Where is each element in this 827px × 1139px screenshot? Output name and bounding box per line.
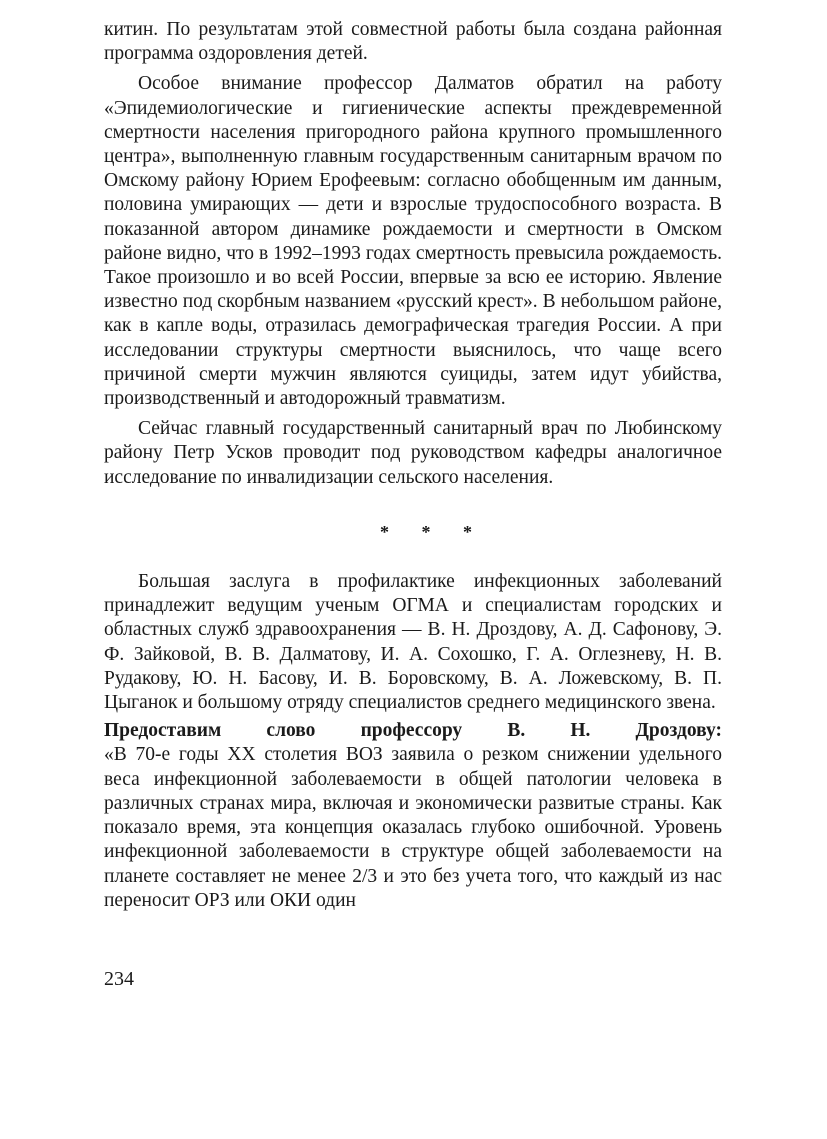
section-separator: * * * <box>380 521 486 542</box>
paragraph-infection-merit: Большая заслуга в профилактике инфекционных заболеваний принадлежит ведущим ученым ОГМА и специалистам городских и областных служб здравоохранения — В. Н. Дроздову, А. Д. Сафонову, Э. Ф. Зайковой, В. В. Далматову, И. А. Сохошко, Г. А. Оглезневу, Н. В. Рудакову, Ю. Н. Басову, И. В. Боровскому, В. А. Ложевскому, В. П. Цыганок и большому отряду специалистов среднего медицинского звена. <box>104 571 722 714</box>
paragraph-uskov: Сейчас главный государственный санитарный врач по Любинскому району Петр Усков проводит под руководством кафедры аналогичное исследование по инвалидизации сельского населения. <box>104 418 722 488</box>
page-number: 234 <box>104 968 134 990</box>
paragraph-drozdov <box>104 719 722 913</box>
drozdov-lead-bold: Предоставим слово профессору В. Н. Дроздову: <box>104 720 722 742</box>
paragraph-continuation: китин. По результатам этой совместной работы была создана районная программа оздоровления детей. <box>104 19 722 65</box>
page-body <box>104 18 722 913</box>
paragraph-dalmatov: Особое внимание профессор Далматов обратил на работу «Эпидемиологические и гигиенические аспекты преждевременной смертности населения пригородного района крупного промышленного центра», выполненную главным государственным санитарным врачом по Омскому району Юрием Ерофеевым: согласно обобщенным им данным, половина умирающих — дети и взрослые трудоспособного возраста. В показанной автором динамике рождаемости и смертности в Омском районе видно, что в 1992–1993 годах смертность превысила рождаемость. Такое произошло и во всей России, впервые за всю ее историю. Явление известно под скорбным названием «русский крест». В небольшом районе, как в капле воды, отразилась демографическая трагедия России. А при исследовании структуры смертности выяснилось, что чаще всего причиной смерти мужчин являются суициды, затем идут убийства, производственный и автодорожный травматизм. <box>104 73 722 410</box>
drozdov-quote: «В 70-е годы XX столетия ВОЗ заявила о резком снижении удельного веса инфекционной заболеваемости в общей патологии человека в различных странах мира, включая и экономически развитые страны. Как показало время, эта концепция оказалась глубоко ошибочной. Уровень инфекционной заболеваемости в структуре общей заболеваемости на планете составляет не менее 2/3 и это без учета того, что каждый из нас переносит ОРЗ или ОКИ один <box>104 744 722 911</box>
